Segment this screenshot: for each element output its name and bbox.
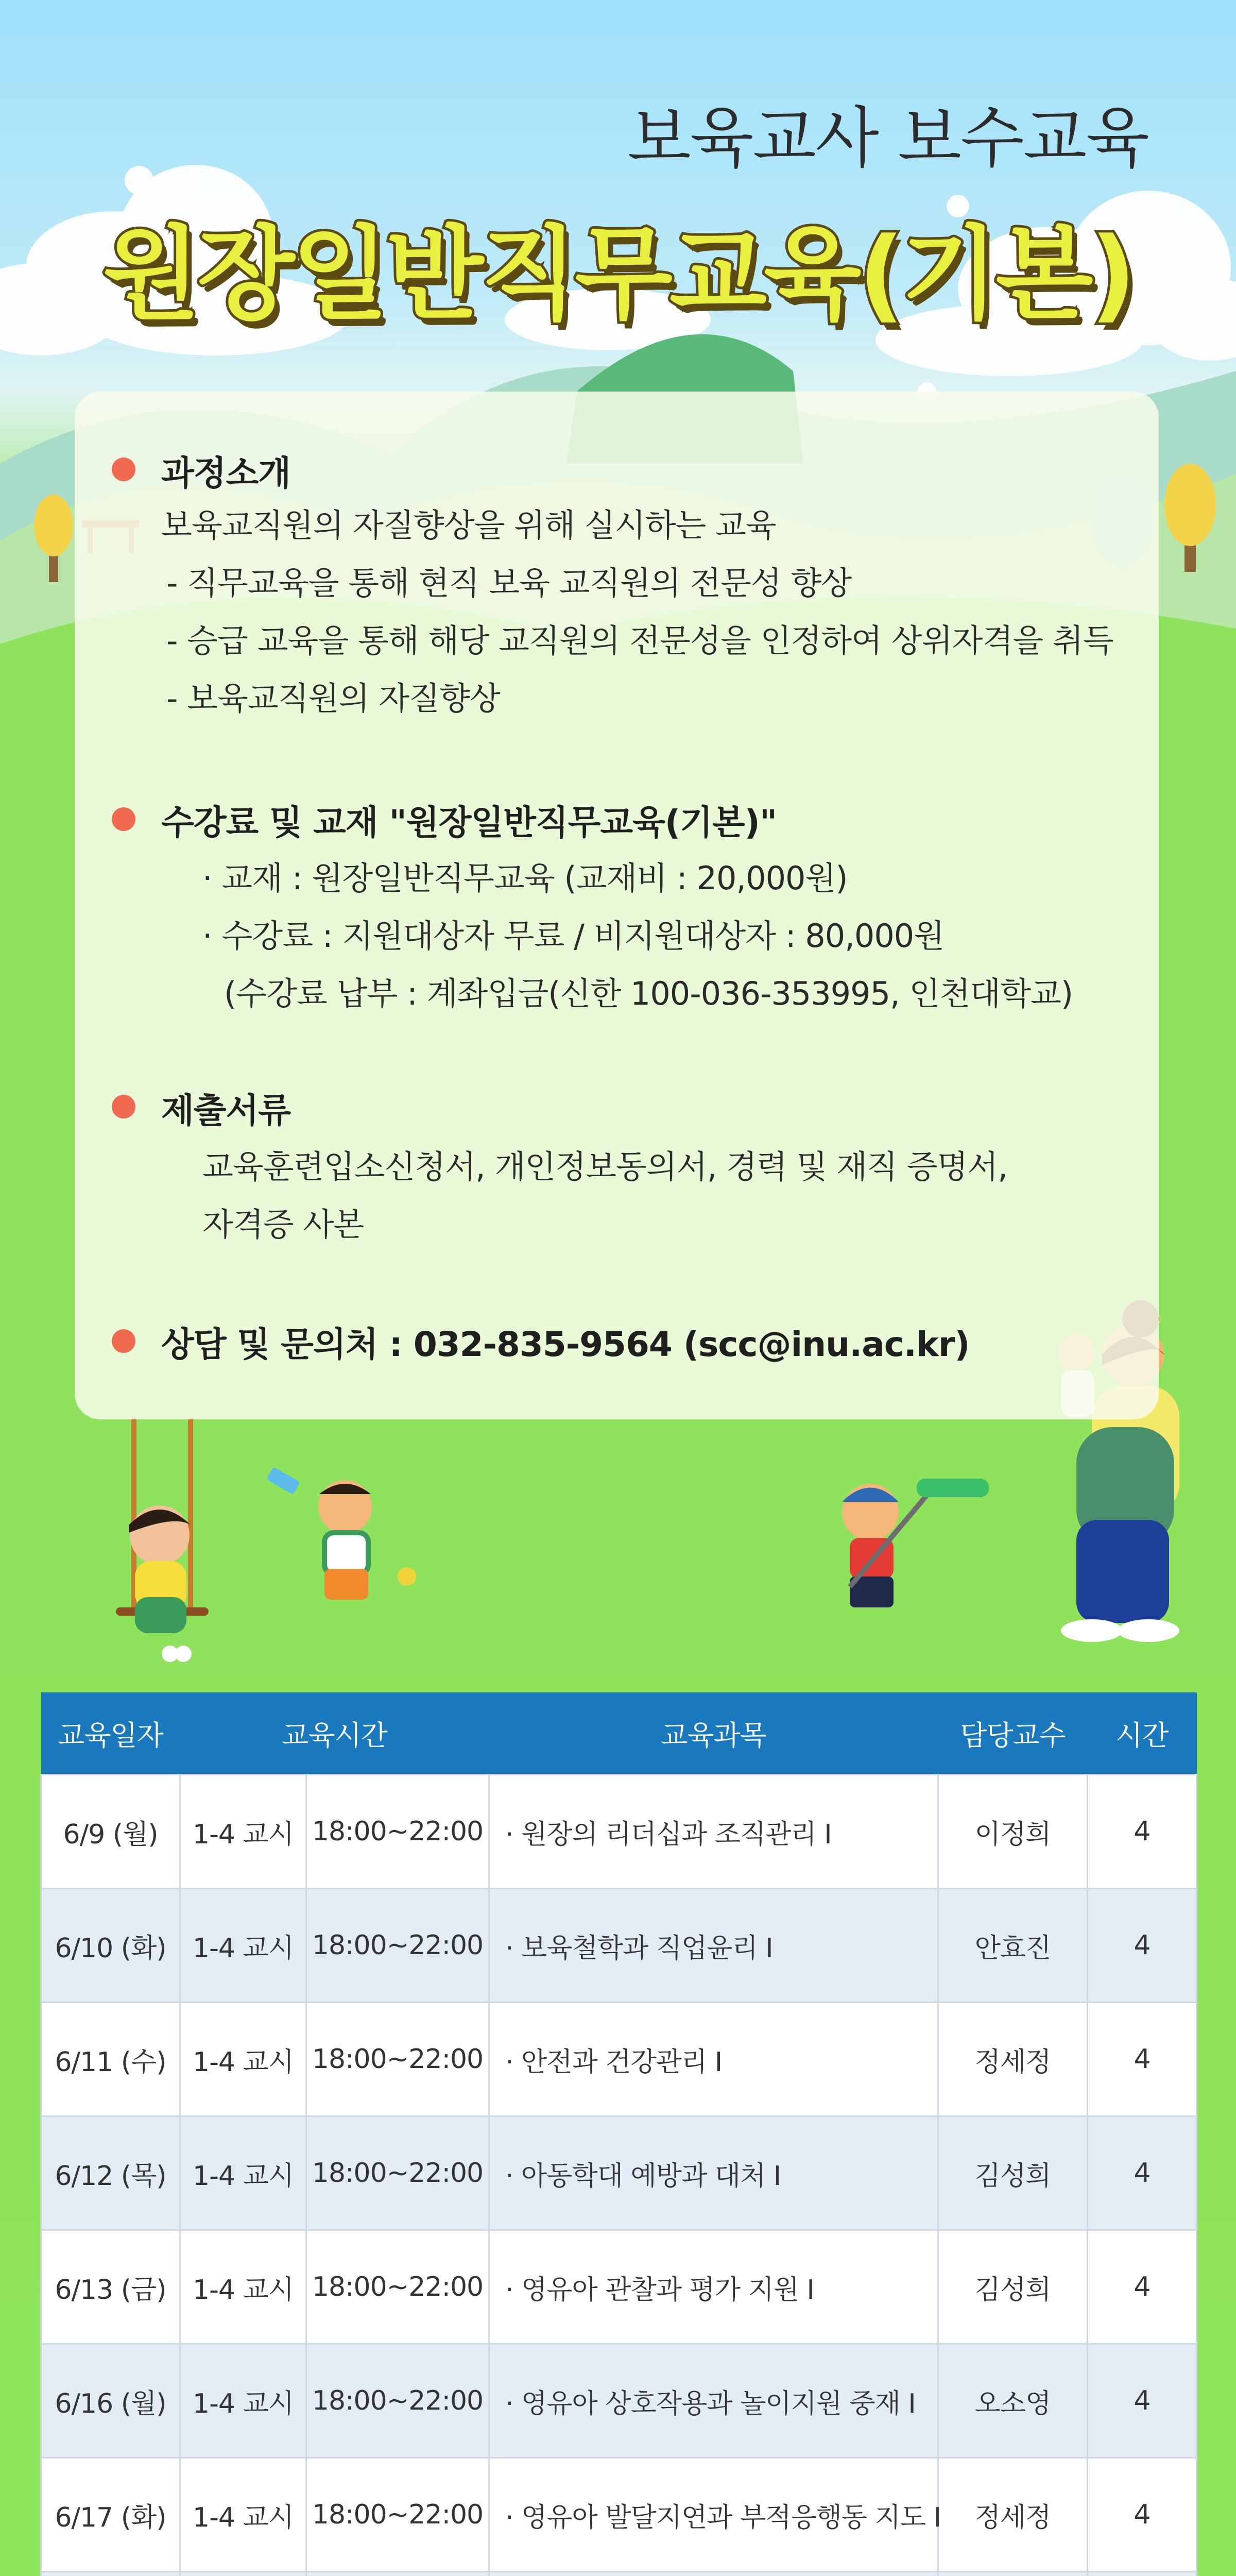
time-cell: 18:00~22:00 <box>306 2003 489 2116</box>
period-cell: 1-4 교시 <box>180 2003 306 2116</box>
header-subject: 교육과목 <box>489 1692 938 1775</box>
bullet-icon <box>112 1329 135 1353</box>
fees-heading: 수강료 및 교재 "원장일반직무교육(기본)" <box>161 803 777 842</box>
time-cell: 18:00~22:00 <box>306 2344 489 2458</box>
subject-cell: · 영유아 발달지연과 부적응행동 지도 Ⅰ <box>489 2458 938 2572</box>
bullet-icon <box>112 457 135 481</box>
intro-line: - 보육교직원의 자질향상 <box>166 680 500 717</box>
date-cell: 6/10 (화) <box>41 1889 180 2003</box>
documents-heading: 제출서류 <box>161 1091 291 1130</box>
period-cell: 1-4 교시 <box>180 2116 306 2230</box>
time-cell: 18:00~22:00 <box>306 2116 489 2230</box>
professor-cell: 정세정 <box>938 2458 1088 2572</box>
bullet-icon <box>112 1095 135 1118</box>
professor-cell: 이정희 <box>938 1775 1088 1889</box>
page-title: 원장일반직무교육(기본) <box>102 216 1134 333</box>
table-row <box>41 2230 1197 2344</box>
professor-cell: 김성희 <box>938 2116 1088 2230</box>
period-cell: 1-4 교시 <box>180 1889 306 2003</box>
fees-line: · 수강료 : 지원대상자 무료 / 비지원대상자 : 80,000원 <box>202 917 945 955</box>
course-info-card <box>75 392 1159 1419</box>
table-row <box>41 2003 1197 2116</box>
hours-cell: 4 <box>1088 1775 1197 1889</box>
bullet-icon <box>112 807 135 831</box>
fees-line: · 교재 : 원장일반직무교육 (교재비 : 20,000원) <box>202 859 848 897</box>
date-cell <box>41 2572 180 2576</box>
subject-cell: · 안전과 건강관리 Ⅰ <box>489 2003 938 2116</box>
header-date: 교육일자 <box>41 1692 180 1775</box>
hours-cell: 4 <box>1088 2230 1197 2344</box>
hours-cell: 4 <box>1088 2344 1197 2458</box>
professor-cell: 안효진 <box>938 1889 1088 2003</box>
time-cell <box>306 2572 489 2576</box>
subject-cell <box>489 2572 938 2576</box>
table-header-row <box>41 1692 1197 1775</box>
professor-cell: 오소영 <box>938 2344 1088 2458</box>
header-professor: 담당교수 <box>938 1692 1088 1775</box>
period-cell <box>180 2572 306 2576</box>
date-cell: 6/11 (수) <box>41 2003 180 2116</box>
table-row <box>41 1775 1197 1889</box>
subject-cell: · 영유아 관찰과 평가 지원 Ⅰ <box>489 2230 938 2344</box>
table-row <box>41 1889 1197 2003</box>
period-cell: 1-4 교시 <box>180 1775 306 1889</box>
header-hours: 시간 <box>1088 1692 1197 1775</box>
professor-cell <box>938 2572 1088 2576</box>
period-cell: 1-4 교시 <box>180 2458 306 2572</box>
time-cell: 18:00~22:00 <box>306 2230 489 2344</box>
hours-cell <box>1088 2572 1197 2576</box>
documents-line: 자격증 사본 <box>202 1206 364 1243</box>
intro-line: 보육교직원의 자질향상을 위해 실시하는 교육 <box>161 506 776 544</box>
intro-line: - 승급 교육을 통해 해당 교직원의 전문성을 인정하여 상위자격을 취득 <box>166 622 1113 659</box>
subject-cell: · 원장의 리더십과 조직관리 Ⅰ <box>489 1775 938 1889</box>
schedule-table <box>40 1692 1196 2576</box>
intro-line: - 직무교육을 통해 현직 보육 교직원의 전문성 향상 <box>166 564 852 602</box>
date-cell: 6/16 (월) <box>41 2344 180 2458</box>
date-cell: 6/13 (금) <box>41 2230 180 2344</box>
hours-cell: 4 <box>1088 2116 1197 2230</box>
intro-heading: 과정소개 <box>161 453 291 493</box>
contact-info: 상담 및 문의처 : 032-835-9564 (scc@inu.ac.kr) <box>161 1325 970 1364</box>
date-cell: 6/9 (월) <box>41 1775 180 1889</box>
subject-cell: · 영유아 상호작용과 놀이지원 중재 Ⅰ <box>489 2344 938 2458</box>
hours-cell: 4 <box>1088 2458 1197 2572</box>
table-row <box>41 2344 1197 2458</box>
fees-line: (수강료 납부 : 계좌입금(신한 100-036-353995, 인천대학교) <box>224 975 1073 1012</box>
time-cell: 18:00~22:00 <box>306 1889 489 2003</box>
date-cell: 6/17 (화) <box>41 2458 180 2572</box>
date-cell: 6/12 (목) <box>41 2116 180 2230</box>
table-row <box>41 2458 1197 2572</box>
period-cell: 1-4 교시 <box>180 2230 306 2344</box>
time-cell: 18:00~22:00 <box>306 1775 489 1889</box>
professor-cell: 김성희 <box>938 2230 1088 2344</box>
table-row <box>41 2572 1197 2576</box>
subject-cell: · 보육철학과 직업윤리 Ⅰ <box>489 1889 938 2003</box>
period-cell: 1-4 교시 <box>180 2344 306 2458</box>
time-cell: 18:00~22:00 <box>306 2458 489 2572</box>
course-category: 보육교사 보수교육 <box>627 100 1148 177</box>
subject-cell: · 아동학대 예방과 대처 Ⅰ <box>489 2116 938 2230</box>
hours-cell: 4 <box>1088 1889 1197 2003</box>
professor-cell: 정세정 <box>938 2003 1088 2116</box>
table-row <box>41 2116 1197 2230</box>
documents-line: 교육훈련입소신청서, 개인정보동의서, 경력 및 재직 증명서, <box>202 1148 1008 1185</box>
header-time: 교육시간 <box>180 1692 489 1775</box>
hours-cell: 4 <box>1088 2003 1197 2116</box>
